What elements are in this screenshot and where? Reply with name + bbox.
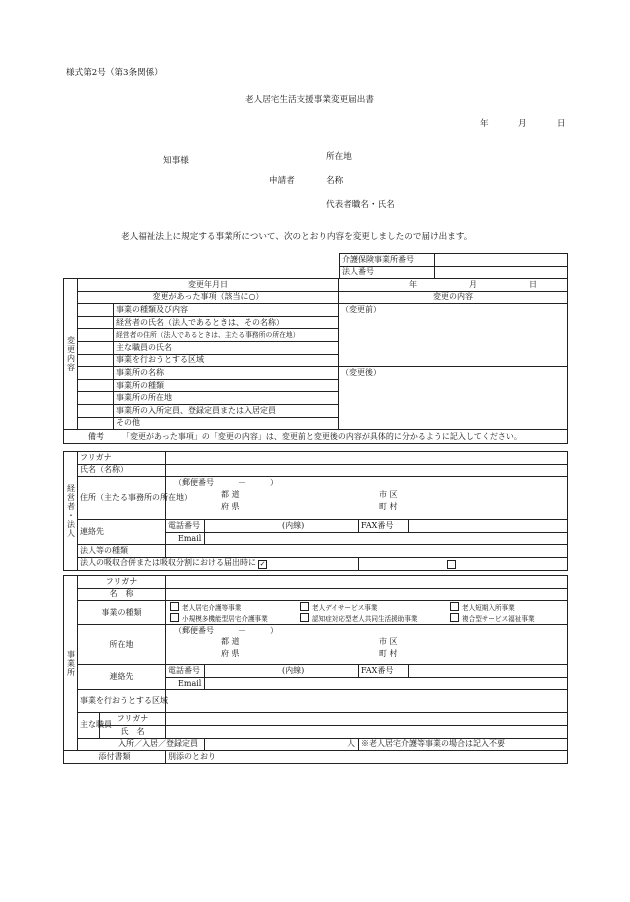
staff-furigana-field[interactable]: [166, 713, 568, 726]
number-table: [339, 253, 568, 279]
date-year: 年: [480, 119, 489, 129]
care-number-label: 介護保険事業所番号: [340, 254, 435, 267]
facility-email-label: Email: [166, 677, 205, 690]
operator-furigana-field[interactable]: [166, 452, 568, 465]
operator-name-field[interactable]: [166, 464, 568, 477]
change-month: 月: [469, 279, 477, 289]
capacity-label: 入所／入居／登録定員: [78, 738, 205, 751]
facility-fuken: 府 県: [221, 649, 240, 659]
change-item: 事業所の種類: [114, 379, 339, 392]
attachment-value[interactable]: 別添のとおり: [166, 751, 568, 764]
note-text: 「変更があった事項」の「変更の内容」は、変更前と変更後の内容が具体的に分かるように記入してください。: [122, 431, 522, 441]
corp-number-label: 法人番号: [340, 266, 435, 279]
operator-fax-field[interactable]: [409, 520, 568, 533]
form-number: 様式第2号（第3条関係）: [66, 68, 163, 78]
capacity-note: ※老人居宅介護等事業の場合は記入不要: [359, 738, 568, 751]
item-mark-9[interactable]: [78, 417, 114, 430]
corp-number-field[interactable]: [435, 266, 568, 279]
facility-todo: 都 道: [221, 637, 240, 647]
service-area-label: 事業を行おうとする区域: [78, 690, 166, 713]
facility-furigana-field[interactable]: [166, 576, 568, 589]
item-mark-5[interactable]: [78, 367, 114, 380]
care-number-field[interactable]: [435, 254, 568, 267]
after-label: （変更後）: [341, 368, 381, 378]
facility-location-label: 所在地: [78, 625, 166, 665]
business-type-label: 事業の種類: [78, 601, 166, 625]
merger-checkbox[interactable]: ✓: [259, 559, 266, 568]
checkbox-icon: [170, 602, 179, 611]
change-date-label: 変更年月日: [78, 279, 339, 292]
business-type-option[interactable]: 複合型サービス福祉事業: [450, 613, 535, 623]
change-date-field[interactable]: [339, 279, 568, 292]
change-item: 経営者の氏名（法人であるときは、その名称）: [114, 316, 339, 329]
date-month: 月: [518, 119, 527, 129]
note-row: [64, 430, 568, 444]
statement-text: 老人福祉法上に規定する事業所について、次のとおり内容を変更しましたので届け出ます。: [121, 232, 473, 242]
change-side-label: 変更内容: [64, 279, 78, 430]
business-type-option[interactable]: 老人デイサービス事業: [300, 602, 377, 612]
after-content-field[interactable]: [339, 367, 568, 430]
change-year: 年: [409, 279, 417, 289]
facility-choson: 町 村: [379, 649, 398, 659]
change-item: 事業所の所在地: [114, 392, 339, 405]
checkbox-icon: [170, 613, 179, 622]
item-mark-4[interactable]: [78, 354, 114, 367]
address-label: 所在地: [326, 152, 352, 162]
representative-label: 代表者職名・氏名: [326, 200, 395, 210]
change-item: 主な職員の氏名: [114, 341, 339, 354]
attachment-table: [63, 750, 568, 764]
name-label: 名称: [326, 176, 344, 186]
operator-todo: 都 道: [221, 490, 240, 500]
corp-type-label: 法人等の種類: [78, 545, 166, 558]
form-title: 老人居宅生活支援事業変更届出書: [245, 95, 374, 105]
change-item: その他: [114, 417, 339, 430]
operator-address-label: 住所（主たる事務所の所在地）: [78, 477, 166, 520]
facility-phone-field[interactable]: [205, 665, 359, 678]
corp-type-field[interactable]: [166, 545, 568, 558]
facility-postal: （郵便番号 － ）: [174, 626, 279, 636]
business-type-field: [166, 601, 568, 625]
staff-label: 主な職員: [78, 713, 100, 738]
operator-phone-field[interactable]: [205, 520, 359, 533]
operator-side-label: 経営者・法人: [64, 452, 78, 571]
operator-name-label: 氏名（名称）: [78, 464, 166, 477]
operator-email-label: Email: [166, 532, 205, 545]
item-mark-3[interactable]: [78, 341, 114, 354]
facility-name-label: 名 称: [78, 588, 166, 601]
facility-table: [63, 575, 568, 751]
operator-table: [63, 451, 568, 571]
change-item: 事業を行おうとする区域: [114, 354, 339, 367]
operator-ext: (内線): [282, 520, 305, 530]
operator-choson: 町 村: [379, 502, 398, 512]
business-type-option[interactable]: 小規模多機能型居宅介護事業: [170, 613, 268, 623]
operator-postal: （郵便番号 － ）: [174, 478, 278, 488]
before-content-field[interactable]: [339, 304, 568, 367]
facility-furigana-label: フリガナ: [78, 576, 166, 589]
note-label: 備考: [88, 431, 104, 441]
staff-name-label: 氏 名: [100, 725, 166, 738]
facility-email-field[interactable]: [205, 677, 568, 690]
facility-fax-label: FAX番号: [359, 665, 409, 678]
attachment-label: 添付書類: [64, 751, 166, 764]
change-item: 事業の種類及び内容: [114, 304, 339, 317]
service-area-field[interactable]: [166, 690, 568, 713]
item-mark-8[interactable]: [78, 404, 114, 417]
merger-checkbox-2[interactable]: [447, 560, 456, 569]
checkbox-icon: [450, 602, 459, 611]
change-item: 事業所の名称: [114, 367, 339, 380]
operator-address-field[interactable]: [166, 477, 568, 520]
applicant-label: 申請者: [269, 176, 295, 186]
capacity-unit: 人: [347, 739, 356, 749]
facility-contact-label: 連絡先: [78, 665, 166, 690]
addressee: 知事様: [163, 156, 189, 166]
facility-fax-field[interactable]: [409, 665, 568, 678]
operator-email-field[interactable]: [205, 532, 568, 545]
item-mark-0[interactable]: [78, 304, 114, 317]
business-type-option[interactable]: 老人短期入所事業: [450, 602, 515, 612]
operator-contact-label: 連絡先: [78, 520, 166, 545]
operator-furigana-label: フリガナ: [78, 452, 166, 465]
business-type-option[interactable]: 認知症対応型老人共同生活援助事業: [300, 613, 418, 623]
business-type-option[interactable]: 老人居宅介護等事業: [170, 602, 241, 612]
before-label: （変更前）: [341, 305, 381, 315]
facility-shiku: 市 区: [379, 637, 398, 647]
item-mark-1[interactable]: [78, 316, 114, 329]
merger-label: 法人の吸収合併または吸収分割における届出時に ✓: [78, 557, 359, 570]
date-day: 日: [557, 119, 566, 129]
change-day: 日: [529, 279, 537, 289]
merger-field: [359, 557, 568, 570]
staff-name-field[interactable]: [166, 725, 568, 738]
checkbox-icon: [300, 602, 309, 611]
facility-ext: (内線): [282, 665, 305, 675]
facility-side-label: 事業所: [64, 576, 78, 751]
changed-items-label: 変更があった事項（該当に○）: [78, 291, 339, 304]
capacity-field[interactable]: [205, 738, 359, 751]
operator-shiku: 市 区: [379, 490, 398, 500]
facility-name-field[interactable]: [166, 588, 568, 601]
facility-phone-label: 電話番号: [166, 665, 205, 678]
operator-fuken: 府 県: [221, 502, 240, 512]
item-mark-6[interactable]: [78, 379, 114, 392]
item-mark-2[interactable]: [78, 329, 114, 342]
operator-phone-label: 電話番号: [166, 520, 205, 533]
checkbox-icon: [300, 613, 309, 622]
checkbox-icon: [450, 613, 459, 622]
change-item: 経営者の住所（法人であるときは、主たる事務所の所在地）: [114, 329, 339, 342]
change-content-label: 変更の内容: [339, 291, 568, 304]
staff-furigana-label: フリガナ: [100, 713, 166, 726]
item-mark-7[interactable]: [78, 392, 114, 405]
facility-location-field[interactable]: [166, 625, 568, 665]
operator-fax-label: FAX番号: [359, 520, 409, 533]
change-table: [63, 278, 568, 444]
change-item: 事業所の入所定員、登録定員または入居定員: [114, 404, 339, 417]
